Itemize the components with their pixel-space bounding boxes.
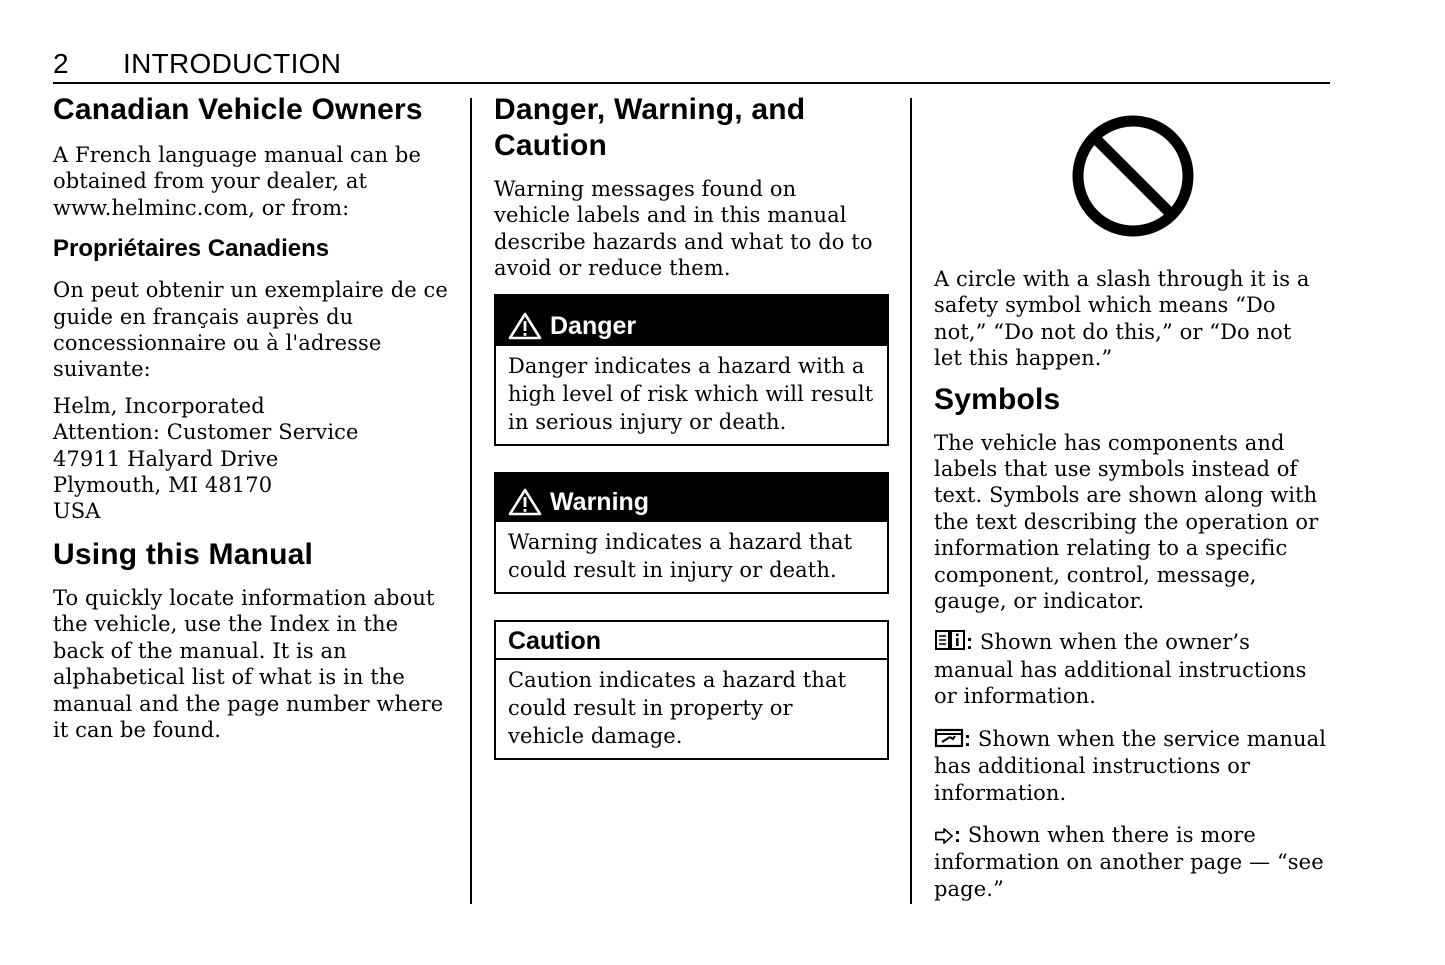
symbol-colon: : bbox=[966, 631, 974, 655]
address-line: Attention: Customer Service bbox=[53, 420, 359, 445]
warning-triangle-icon bbox=[508, 488, 542, 516]
danger-box-body bbox=[496, 346, 887, 444]
warning-intro-text: Warning messages found on vehicle labels and in this manual describe hazards and what to do to avoid or reduce them. bbox=[494, 177, 873, 281]
address-block bbox=[53, 393, 448, 525]
address-line: Plymouth, MI 48170 bbox=[53, 473, 273, 498]
proprietaires-text: On peut obtenir un exemplaire de ce guide en français auprès du concessionnaire ou à l'adresse suivante: bbox=[53, 278, 448, 382]
owners-manual-text: Shown when the owner’s manual has additional instructions or information. bbox=[934, 630, 1307, 709]
using-manual-text: To quickly locate information about the vehicle, use the Index in the back of the manual. It is an alphabetical list of what is in the manual and the page number where it can be found. bbox=[53, 585, 444, 742]
using-manual-heading: Using this Manual bbox=[53, 537, 314, 571]
address-line: 47911 Halyard Drive bbox=[53, 446, 279, 471]
warning-box-body bbox=[496, 522, 887, 592]
warning-triangle-icon bbox=[508, 312, 542, 340]
column-divider bbox=[910, 98, 912, 904]
warning-text: Warning indicates a hazard that could result in injury or death. bbox=[508, 529, 853, 582]
symbols-text: The vehicle has components and labels that use symbols instead of text. Symbols are shown along with the text describing the operation or information relating to a specific component, control, message, gauge, or indicator. bbox=[934, 430, 1319, 614]
danger-box-header bbox=[496, 296, 887, 346]
see-page-text: Shown when there is more information on another page — “see page.” bbox=[934, 822, 1324, 901]
danger-warning-caution-heading bbox=[494, 92, 894, 164]
section-title: INTRODUCTION bbox=[123, 48, 342, 79]
warning-box bbox=[494, 472, 889, 594]
caution-text: Caution indicates a hazard that could result in property or vehicle damage. bbox=[508, 667, 847, 748]
service-manual-text: Shown when the service manual has additional instructions or information. bbox=[934, 726, 1327, 805]
page-number: 2 bbox=[53, 48, 70, 79]
danger-title: Danger bbox=[550, 311, 637, 340]
caution-box bbox=[494, 620, 889, 760]
danger-text: Danger indicates a hazard with a high level of risk which will result in serious injury or death. bbox=[508, 353, 874, 434]
warning-title: Warning bbox=[550, 487, 650, 516]
danger-box bbox=[494, 294, 889, 446]
symbols-heading: Symbols bbox=[934, 382, 1061, 416]
canadian-owners-heading: Canadian Vehicle Owners bbox=[53, 93, 423, 126]
column-divider bbox=[470, 98, 472, 904]
owners-manual-icon bbox=[934, 628, 966, 652]
prohibition-circle-icon bbox=[1071, 114, 1195, 238]
owners-manual-row bbox=[934, 628, 1329, 709]
symbol-colon: : bbox=[954, 823, 962, 847]
symbol-colon: : bbox=[964, 727, 972, 751]
see-page-arrow-icon bbox=[934, 827, 954, 845]
caution-box-header bbox=[496, 622, 887, 660]
caution-title: Caution bbox=[508, 626, 602, 655]
column-left bbox=[53, 92, 448, 743]
proprietaires-heading: Propriétaires Canadiens bbox=[53, 235, 330, 263]
warning-box-header bbox=[496, 474, 887, 522]
column-right bbox=[934, 92, 1334, 902]
service-manual-row bbox=[934, 726, 1329, 806]
address-line: USA bbox=[53, 499, 101, 524]
page-header bbox=[53, 46, 1330, 84]
column-middle bbox=[494, 92, 894, 760]
address-line: Helm, Incorporated bbox=[53, 393, 265, 418]
prohibition-text: A circle with a slash through it is a safety symbol which means “Do not,” “Do not do this,” or “Do not let this happen.” bbox=[934, 267, 1310, 371]
canadian-owners-text: A French language manual can be obtained from your dealer, at www.helminc.com, or from: bbox=[53, 143, 422, 220]
heading-line: Caution bbox=[494, 129, 608, 162]
prohibition-symbol bbox=[934, 92, 1334, 266]
heading-line: Danger, Warning, and bbox=[494, 93, 806, 126]
see-page-row bbox=[934, 822, 1329, 902]
caution-box-body bbox=[496, 660, 887, 758]
service-manual-icon bbox=[934, 727, 964, 749]
